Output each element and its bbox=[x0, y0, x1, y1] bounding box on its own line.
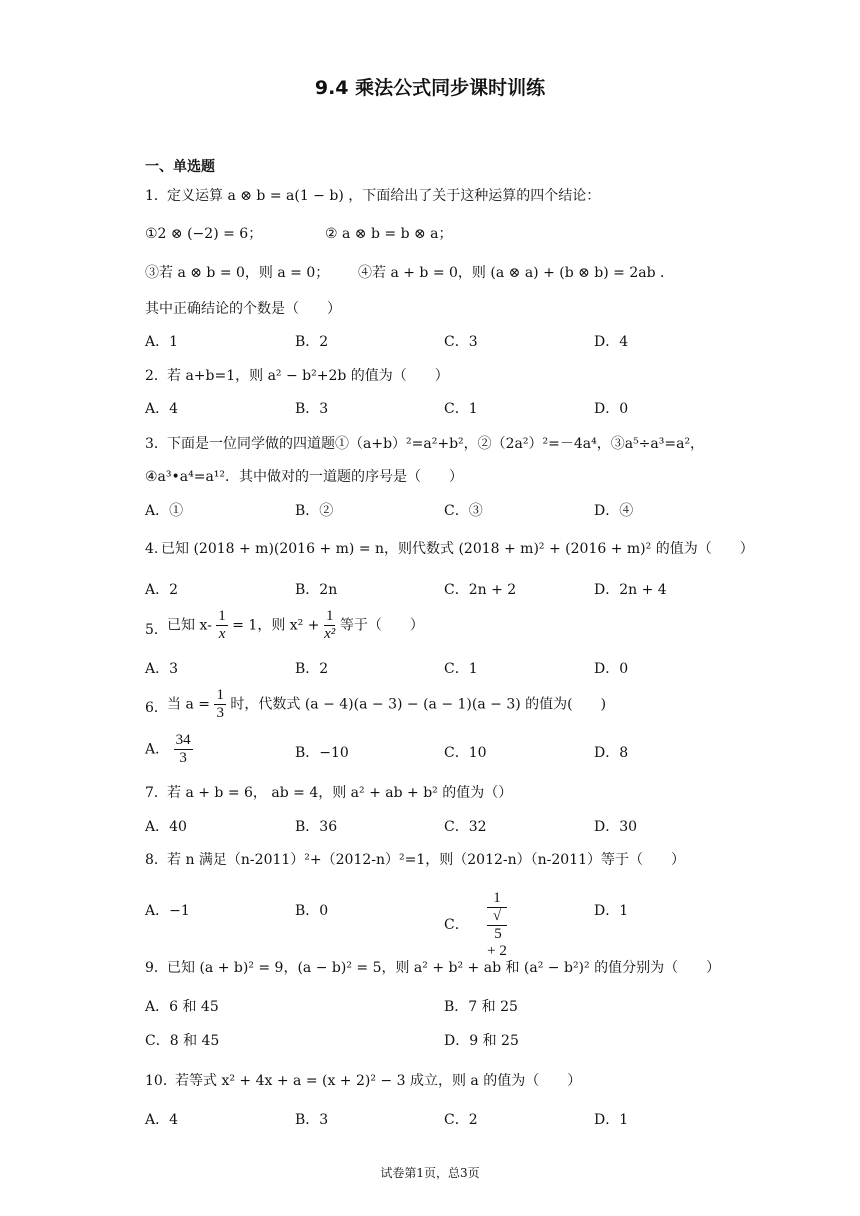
page-title: 9.4 乘法公式同步课时训练 bbox=[314, 77, 546, 99]
statement-1: ①2 ⊗ (−2) = 6； bbox=[145, 226, 263, 242]
denominator: x bbox=[218, 626, 226, 642]
option-a[interactable]: A．4 bbox=[145, 401, 179, 417]
option-b[interactable]: B．2 bbox=[295, 334, 329, 350]
option-label: A． bbox=[145, 741, 170, 758]
option-d[interactable]: D．30 bbox=[594, 819, 638, 835]
question-stem bbox=[167, 608, 424, 643]
radicand: 5 bbox=[487, 925, 507, 943]
page-footer: 试卷第1页，总3页 bbox=[380, 1166, 480, 1180]
fraction bbox=[214, 687, 226, 722]
option-c[interactable]: C．10 bbox=[444, 745, 487, 761]
option-d[interactable]: D．1 bbox=[594, 903, 629, 919]
option-a[interactable]: A．① bbox=[145, 503, 184, 519]
question-stem: 下面是一位同学做的四道题①（a+b）²=a²+b²，②（2a²）²=－4a⁴，③a⁵÷a³=a²， bbox=[167, 436, 705, 452]
question-stem: 定义运算 a ⊗ b = a(1 − b) ，下面给出了关于这种运算的四个结论： bbox=[167, 188, 601, 204]
option-d[interactable]: D．8 bbox=[594, 745, 629, 761]
option-b[interactable]: B．−10 bbox=[295, 745, 349, 761]
fraction bbox=[174, 732, 193, 767]
question-number: 2． bbox=[145, 368, 168, 384]
numerator: 34 bbox=[175, 732, 191, 748]
statement-3: ③若 a ⊗ b = 0，则 a = 0； bbox=[145, 265, 330, 281]
numerator: 1 bbox=[325, 608, 334, 624]
option-a[interactable]: A．3 bbox=[145, 661, 179, 677]
numerator: 1 bbox=[216, 687, 224, 703]
option-a[interactable]: A．6 和 45 bbox=[145, 999, 219, 1015]
fraction bbox=[216, 608, 228, 643]
question-number: 5． bbox=[145, 622, 168, 638]
option-c[interactable]: C．1 bbox=[444, 661, 478, 677]
option-c[interactable]: C．③ bbox=[444, 503, 483, 519]
option-d[interactable]: D．0 bbox=[594, 661, 629, 677]
option-d[interactable]: D．2n + 4 bbox=[594, 582, 667, 598]
question-stem: 已知 (a + b)² = 9，(a − b)² = 5，则 a² + b² + ab 和 (a² − b²)² 的值分别为（ ） bbox=[167, 960, 721, 976]
option-b[interactable]: B．2 bbox=[295, 661, 329, 677]
question-number: 4. bbox=[145, 541, 159, 557]
option-d[interactable]: D．9 和 25 bbox=[444, 1033, 519, 1049]
option-a[interactable] bbox=[145, 732, 193, 767]
numerator: 1 bbox=[218, 608, 226, 624]
question-tail: 其中正确结论的个数是（ ） bbox=[145, 301, 341, 317]
option-b[interactable]: B．② bbox=[295, 503, 334, 519]
denominator: x² bbox=[324, 626, 336, 642]
option-b[interactable]: B．36 bbox=[295, 819, 338, 835]
option-b[interactable]: B．3 bbox=[295, 1112, 329, 1128]
option-label: C． bbox=[444, 917, 469, 933]
option-c[interactable]: C．1 bbox=[444, 401, 478, 417]
question-number: 10． bbox=[145, 1073, 177, 1089]
stem-part: = 1，则 x² + bbox=[232, 617, 320, 634]
question-number: 9． bbox=[145, 960, 168, 976]
option-d[interactable]: D．0 bbox=[594, 401, 629, 417]
section-heading: 一、单选题 bbox=[145, 159, 215, 175]
denominator: 3 bbox=[216, 705, 224, 721]
option-a[interactable]: A．2 bbox=[145, 582, 179, 598]
option-c[interactable]: C．3 bbox=[444, 334, 478, 350]
fraction bbox=[487, 890, 507, 960]
option-c[interactable] bbox=[444, 890, 507, 960]
option-d[interactable]: D．④ bbox=[594, 503, 634, 519]
question-stem-line2: ④a³•a⁴=a¹²．其中做对的一道题的序号是（ ） bbox=[145, 469, 464, 485]
stem-part: 时，代数式 (a − 4)(a − 3) − (a − 1)(a − 3) 的值为( ) bbox=[230, 696, 607, 713]
question-stem: 若 a + b = 6， ab = 4，则 a² + ab + b² 的值为（） bbox=[167, 785, 513, 801]
question-number: 7． bbox=[145, 785, 168, 801]
option-c[interactable]: C．2n + 2 bbox=[444, 582, 517, 598]
option-c[interactable]: C．2 bbox=[444, 1112, 478, 1128]
question-number: 6． bbox=[145, 700, 168, 716]
option-b[interactable]: B．0 bbox=[295, 903, 329, 919]
option-d[interactable]: D．1 bbox=[594, 1112, 629, 1128]
stem-part: 已知 x- bbox=[167, 617, 212, 634]
option-b[interactable]: B．3 bbox=[295, 401, 329, 417]
stem-part: 等于（ ） bbox=[339, 617, 424, 634]
question-stem bbox=[167, 687, 606, 722]
statement-4: ④若 a + b = 0，则 (a ⊗ a) + (b ⊗ b) = 2ab ． bbox=[358, 265, 675, 281]
fraction bbox=[324, 608, 336, 643]
option-d[interactable]: D．4 bbox=[594, 334, 629, 350]
stem-part: 当 a = bbox=[167, 696, 210, 713]
question-stem: 若等式 x² + 4x + a = (x + 2)² − 3 成立，则 a 的值为（ ） bbox=[175, 1073, 582, 1089]
question-number: 8． bbox=[145, 852, 168, 868]
option-b[interactable]: B．2n bbox=[295, 582, 338, 598]
option-b[interactable]: B．7 和 25 bbox=[444, 999, 518, 1015]
option-a[interactable]: A．−1 bbox=[145, 903, 190, 919]
denominator: √ 5 + 2 bbox=[487, 908, 507, 959]
question-stem: 若 n 满足（n-2011）²+（2012-n）²=1，则（2012-n）（n-2011）等于（ ） bbox=[167, 852, 686, 868]
option-a[interactable]: A．1 bbox=[145, 334, 179, 350]
option-a[interactable]: A．40 bbox=[145, 819, 187, 835]
option-c[interactable]: C．32 bbox=[444, 819, 487, 835]
statement-2: ② a ⊗ b = b ⊗ a； bbox=[325, 226, 453, 242]
denominator-tail: + 2 bbox=[487, 943, 507, 959]
question-number: 1． bbox=[145, 188, 168, 204]
option-c[interactable]: C．8 和 45 bbox=[145, 1033, 220, 1049]
question-stem: 已知 (2018 + m)(2016 + m) = n，则代数式 (2018 + m)² + (2016 + m)² 的值为（ ） bbox=[161, 541, 754, 557]
numerator: 1 bbox=[487, 890, 507, 908]
question-stem: 若 a+b=1，则 a² − b²+2b 的值为（ ） bbox=[167, 368, 449, 384]
option-a[interactable]: A．4 bbox=[145, 1112, 179, 1128]
denominator: 3 bbox=[179, 750, 187, 766]
question-number: 3． bbox=[145, 436, 168, 452]
